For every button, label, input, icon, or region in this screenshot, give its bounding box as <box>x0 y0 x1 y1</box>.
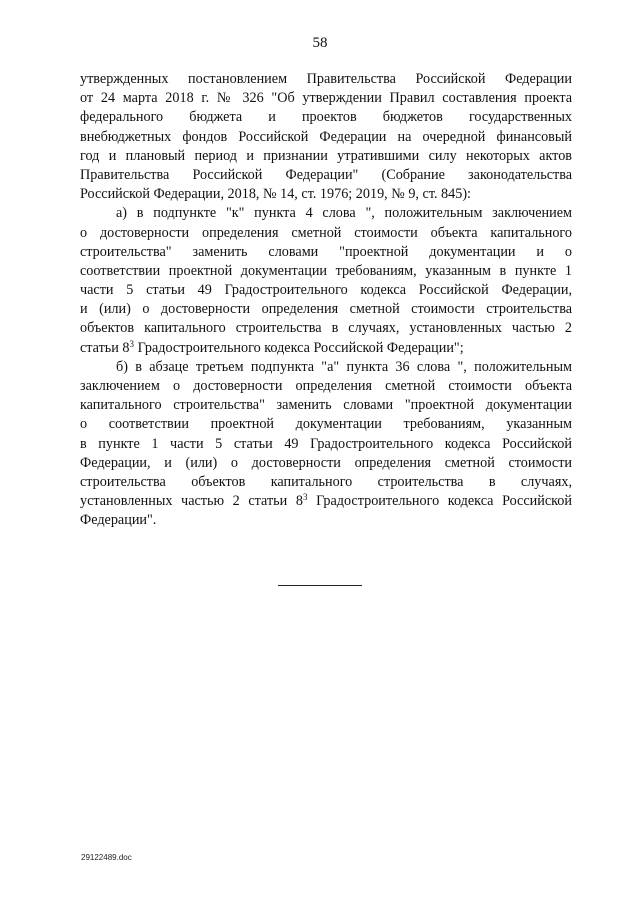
text-line <box>80 492 572 511</box>
text-line: Федерации, и (или) о достоверности определения сметной стоимости <box>80 454 572 471</box>
text-line: соответствии проектной документации требованиям, указанным в пункте 1 <box>80 262 572 279</box>
text-line: о достоверности определения сметной стоимости объекта капитального <box>80 224 572 241</box>
text-line: федерального бюджета и проектов бюджетов государственных <box>80 109 572 126</box>
paragraph-item-a <box>80 204 572 358</box>
paragraph-continuation <box>80 70 572 204</box>
text-line: капитального строительства" заменить словами "проектной документации <box>80 397 572 414</box>
text-segment: Градостроительного кодекса Российской Федерации"; <box>134 339 464 356</box>
page-number: 58 <box>312 35 328 51</box>
superscript: 3 <box>129 338 135 349</box>
text-line: внебюджетных фондов Российской Федерации на очередной финансовый <box>80 128 572 145</box>
text-line: Федерации". <box>80 512 157 529</box>
text-line: в пункте 1 части 5 статьи 49 Градостроительного кодекса Российской <box>80 435 572 452</box>
text-line: о соответствии проектной документации требованиям, указанным <box>80 416 572 433</box>
text-line: части 5 статьи 49 Градостроительного кодекса Российской Федерации, <box>80 282 572 299</box>
text-segment: статьи 8 <box>80 339 130 356</box>
text-line: заключением о достоверности определения сметной стоимости объекта <box>80 378 572 394</box>
text-line: объектов капитального строительства в случаях, установленных частью 2 <box>80 320 572 337</box>
text-line: год и плановый период и признании утратившими силу некоторых актов <box>80 147 572 164</box>
text-line: а) в подпункте "к" пункта 4 слова ", положительным заключением <box>116 205 572 222</box>
text-line: утвержденных постановлением Правительства Российской Федерации <box>80 71 572 87</box>
text-line: б) в абзаце третьем подпункта "а" пункта 36 слова ", положительным <box>116 358 572 375</box>
text-segment: установленных частью 2 статьи 8 <box>80 493 303 510</box>
text-line: Российской Федерации, 2018, № 14, ст. 1976; 2019, № 9, ст. 845): <box>80 186 471 203</box>
text-segment: Градостроительного кодекса Российской <box>307 493 572 510</box>
paragraph-item-b <box>80 358 572 531</box>
text-line: от 24 марта 2018 г. № 326 "Об утверждении Правил составления проекта <box>80 90 572 107</box>
end-divider-line <box>278 585 362 586</box>
text-line: строительства объектов капитального строительства в случаях, <box>80 473 572 490</box>
text-line <box>80 339 572 358</box>
text-line: Правительства Российской Федерации" (Собрание законодательства <box>80 166 572 183</box>
superscript: 3 <box>302 492 308 503</box>
document-file-code: 29122489.doc <box>81 853 132 862</box>
text-line: и (или) о достоверности определения сметной стоимости строительства <box>80 301 572 318</box>
text-line: строительства" заменить словами "проектной документации и о <box>80 243 572 260</box>
document-body <box>80 70 572 531</box>
